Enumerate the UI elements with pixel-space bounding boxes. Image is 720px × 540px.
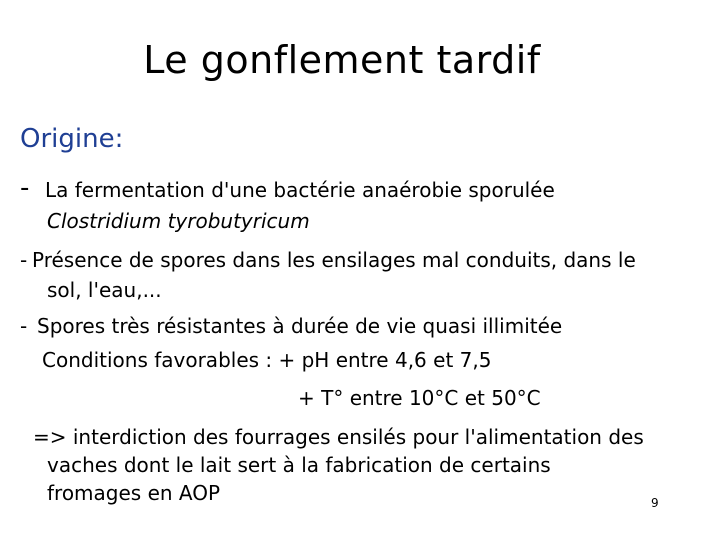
- bullet-3-line-2: Conditions favorables : + pH entre 4,6 et 7,5: [42, 348, 492, 372]
- page-number: 9: [651, 496, 659, 510]
- section-heading: Origine:: [20, 124, 124, 154]
- conclusion-line-3: fromages en AOP: [47, 481, 221, 505]
- bullet-2-line-1: Présence de spores dans les ensilages mal conduits, dans le: [32, 248, 636, 272]
- bullet-1-line-1: La fermentation d'une bactérie anaérobie sporulée: [45, 178, 555, 202]
- conclusion-line-1: => interdiction des fourrages ensilés pour l'alimentation des: [33, 425, 644, 449]
- slide-title: Le gonflement tardif: [143, 38, 541, 82]
- bullet-1-line-2: Clostridium tyrobutyricum: [47, 209, 310, 233]
- bullet-marker: -: [20, 248, 28, 272]
- conclusion-line-2: vaches dont le lait sert à la fabrication de certains: [47, 453, 551, 477]
- bullet-3-line-1: Spores très résistantes à durée de vie quasi illimitée: [37, 314, 563, 338]
- bullet-2-line-2: sol, l'eau,...: [47, 278, 162, 302]
- bullet-marker: -: [20, 173, 30, 203]
- bullet-marker: -: [20, 314, 28, 338]
- bullet-3-line-3: + T° entre 10°C et 50°C: [298, 386, 541, 410]
